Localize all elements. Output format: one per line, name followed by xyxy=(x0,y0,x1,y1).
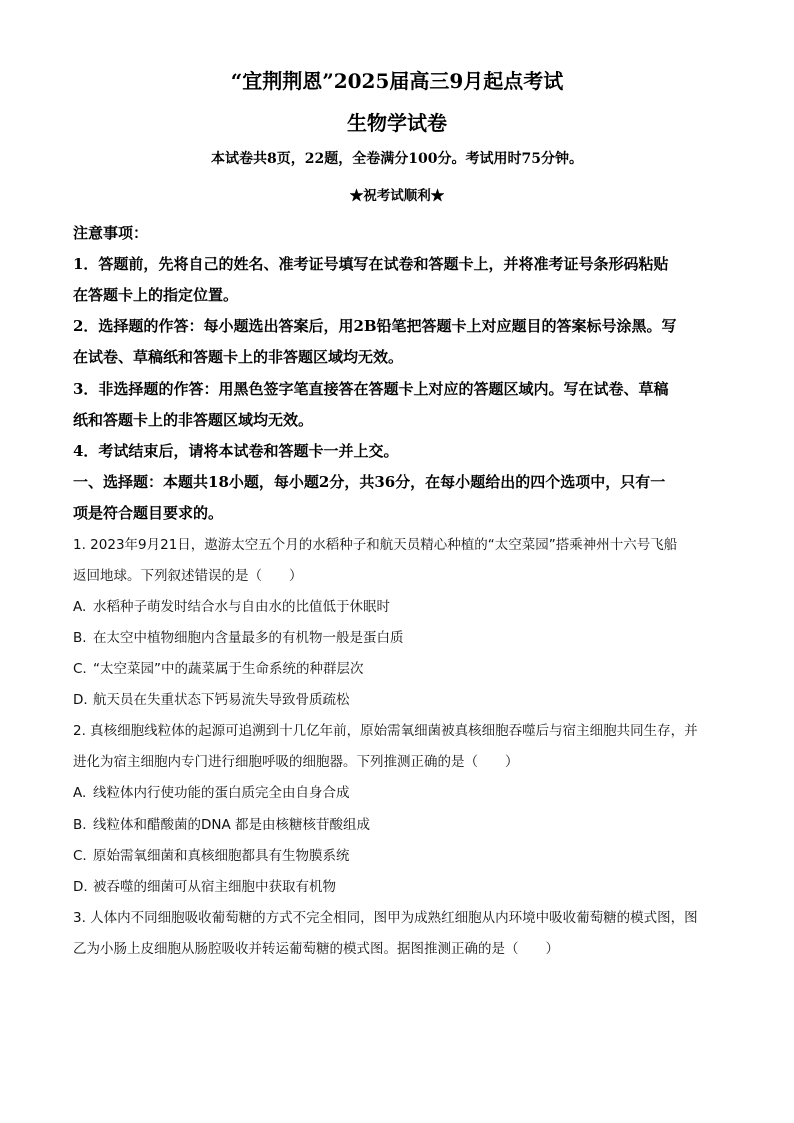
question-2-stem-line-2: 进化为宿主细胞内专门进行细胞呼吸的细胞器。下列推测正确的是（ ） xyxy=(73,754,519,770)
option-text: 原始需氧细菌和真核细胞都具有生物膜系统 xyxy=(93,848,350,864)
notice-1-line-2: 在答题卡上的指定位置。 xyxy=(73,286,239,304)
option-text: 被吞噬的细菌可从宿主细胞中获取有机物 xyxy=(93,879,336,895)
option-text: 在太空中植物细胞内含量最多的有机物一般是蛋白质 xyxy=(93,630,404,646)
wish-line: ★祝考试顺利★ xyxy=(349,188,445,204)
notice-heading: 注意事项： xyxy=(73,224,149,242)
notice-3-line-2: 纸和答题卡上的非答题区域均无效。 xyxy=(73,411,314,429)
option-label: C. xyxy=(73,661,87,677)
question-3-stem-line-2: 乙为小肠上皮细胞从肠腔吸收并转运葡萄糖的模式图。据图推测正确的是（ ） xyxy=(73,941,559,957)
option-text: 水稻种子萌发时结合水与自由水的比值低于休眠时 xyxy=(93,599,390,615)
question-1-stem-line-1: 1. 2023年9月21日，遨游太空五个月的水稻种子和航天员精心种植的“太空菜园”搭乘神州十六号飞船 xyxy=(73,537,678,553)
option-label: A. xyxy=(73,785,87,801)
question-1-option-a xyxy=(73,596,390,618)
option-text: 线粒体和醋酸菌的DNA 都是由核糖核苷酸组成 xyxy=(93,817,371,833)
question-3-stem-line-1: 3. 人体内不同细胞吸收葡萄糖的方式不完全相同，图甲为成熟红细胞从内环境中吸收葡萄糖的模式图，图 xyxy=(73,910,698,926)
notice-2-line-1: 2．选择题的作答：每小题选出答案后，用2B铅笔把答题卡上对应题目的答案标号涂黑。写 xyxy=(73,317,677,335)
option-text: 线粒体内行使功能的蛋白质完全由自身合成 xyxy=(93,785,350,801)
question-1-stem-line-2: 返回地球。下列叙述错误的是（ ） xyxy=(73,568,303,584)
section-heading-line-1: 一、选择题：本题共18小题，每小题2分，共36分，在每小题给出的四个选项中，只有一 xyxy=(73,473,666,491)
question-1-option-b xyxy=(73,627,404,649)
section-heading-line-2: 项是符合题目要求的。 xyxy=(73,504,224,522)
question-2-option-d xyxy=(73,876,336,898)
option-text: “太空菜园”中的蔬菜属于生命系统的种群层次 xyxy=(93,661,364,677)
option-label: A. xyxy=(73,599,87,615)
question-2-stem-line-1: 2. 真核细胞线粒体的起源可追溯到十几亿年前，原始需氧细菌被真核细胞吞噬后与宿主细胞共同生存，并 xyxy=(73,723,698,739)
question-1-option-c xyxy=(73,658,364,680)
notice-4: 4．考试结束后，请将本试卷和答题卡一并上交。 xyxy=(73,442,399,460)
option-label: B. xyxy=(73,817,87,833)
notice-2-line-2: 在试卷、草稿纸和答题卡上的非答题区域均无效。 xyxy=(73,348,404,366)
notice-1-line-1: 1．答题前，先将自己的姓名、准考证号填写在试卷和答题卡上，并将准考证号条形码粘贴 xyxy=(73,255,669,273)
option-text: 航天员在失重状态下钙易流失导致骨质疏松 xyxy=(93,692,350,708)
question-2-option-c xyxy=(73,845,350,867)
option-label: C. xyxy=(73,848,87,864)
exam-info: 本试卷共8页，22题，全卷满分100分。考试用时75分钟。 xyxy=(211,151,583,167)
option-label: B. xyxy=(73,630,87,646)
option-label: D. xyxy=(73,879,88,895)
question-2-option-b xyxy=(73,814,370,836)
question-1-option-d xyxy=(73,689,350,711)
exam-title: “宜荆荆恩”2025届高三9月起点考试 xyxy=(230,69,564,93)
subject-title: 生物学试卷 xyxy=(347,111,447,135)
question-2-option-a xyxy=(73,782,350,804)
notice-3-line-1: 3．非选择题的作答：用黑色签字笔直接答在答题卡上对应的答题区域内。写在试卷、草稿 xyxy=(73,380,669,398)
option-label: D. xyxy=(73,692,88,708)
